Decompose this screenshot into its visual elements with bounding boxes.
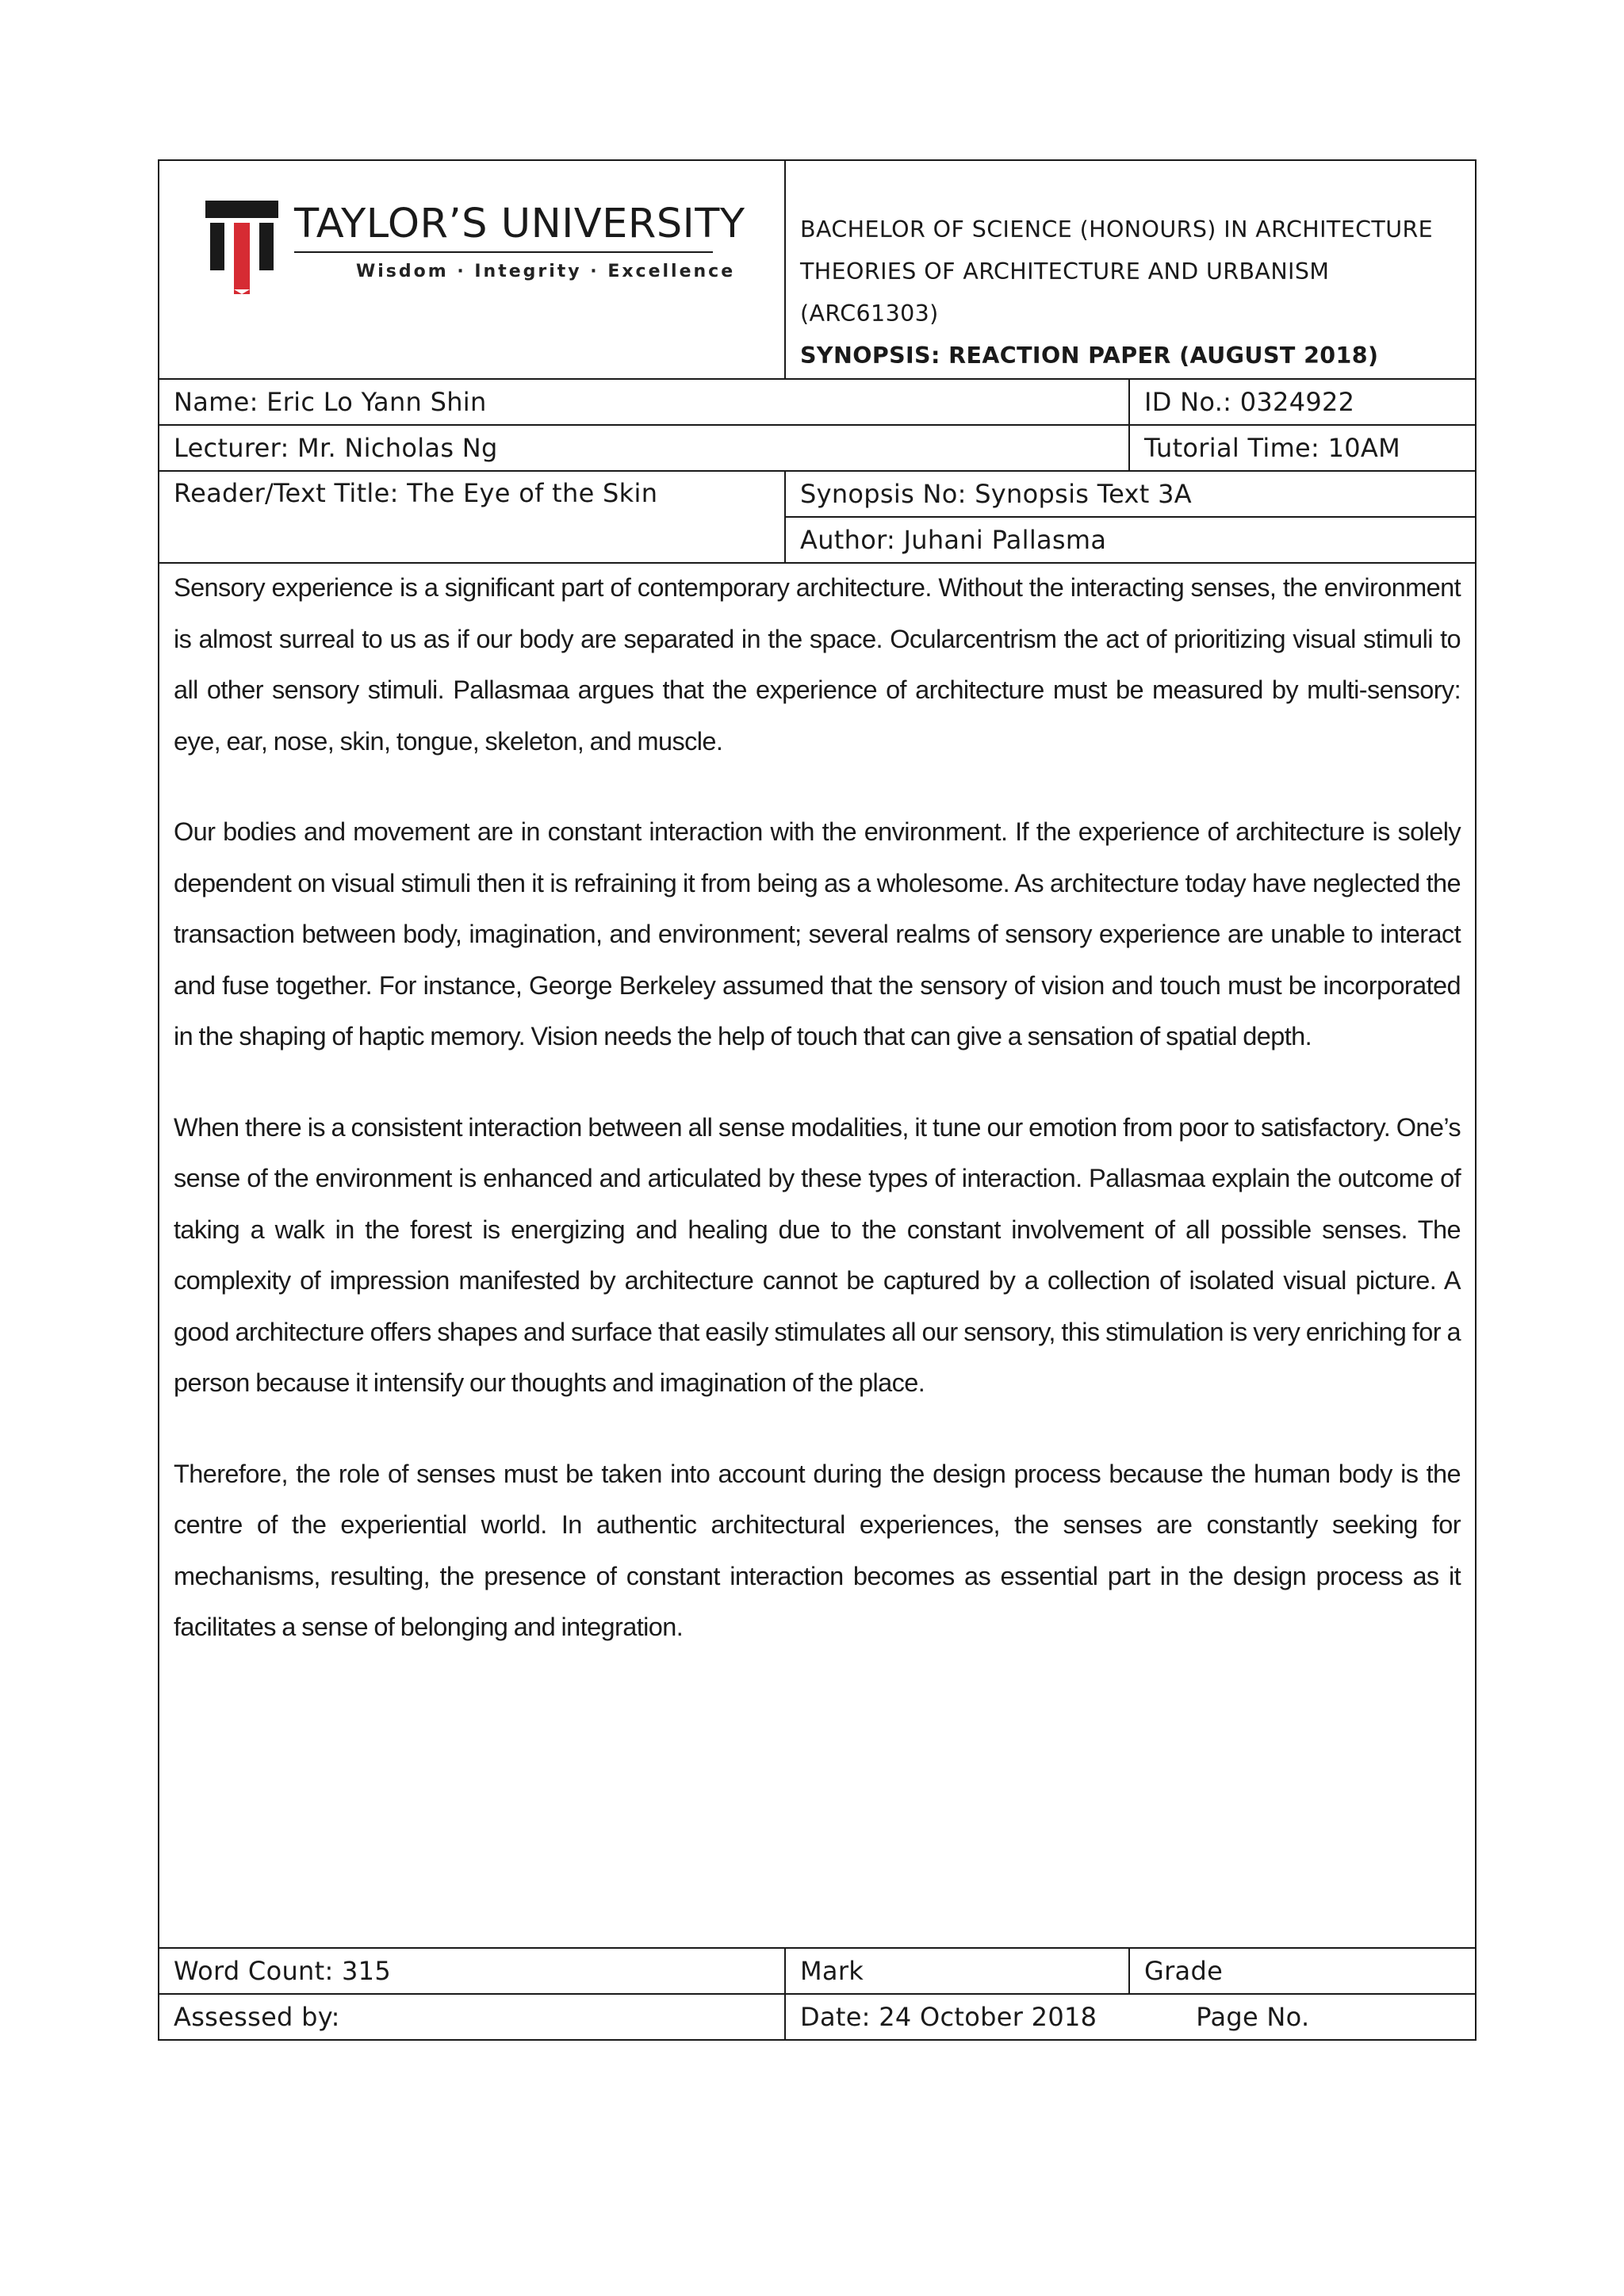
reader-title-field: Reader/Text Title: The Eye of the Skin	[159, 471, 785, 563]
logo-cell	[159, 160, 785, 379]
course-title: THEORIES OF ARCHITECTURE AND URBANISM	[800, 258, 1330, 285]
body-paragraph: When there is a consistent interaction between all sense modalities, it tune our emotion from poor to satisfactory. One’s sense of the environment is enhanced and articulated by these types of interaction. Pallasmaa explain the outcome of taking a walk in the forest is energizing and healing due to the constant involvement of all possible senses. The complexity of impression manifested by architecture cannot be captured by a collection of isolated visual picture. A good architecture offers shapes and surface that easily stimulates all our sensory, this stimulation is very enriching for a person because it intensify our thoughts and imagination of the place.	[174, 1112, 1461, 1397]
course-info-cell	[785, 160, 1476, 379]
mark-field: Mark	[785, 1948, 1129, 1994]
word-count-field: Word Count: 315	[159, 1948, 785, 1994]
synopsis-form	[158, 159, 1477, 2041]
student-id-field: ID No.: 0324922	[1129, 379, 1476, 425]
logo-divider	[294, 251, 713, 253]
assessed-by-field: Assessed by:	[159, 1994, 785, 2040]
programme-title: BACHELOR OF SCIENCE (HONOURS) IN ARCHITECTURE	[800, 216, 1434, 243]
body-paragraph: Therefore, the role of senses must be taken into account during the design process because the human body is the centre of the experiential world. In authentic architectural experiences, the senses are constantly seeking for mechanisms, resulting, the presence of constant interaction becomes as essential part in the design process as it facilitates a sense of belonging and integration.	[174, 1459, 1461, 1641]
university-logo	[205, 201, 745, 304]
assignment-title: SYNOPSIS: REACTION PAPER (AUGUST 2018)	[800, 342, 1379, 369]
tutorial-time-field: Tutorial Time: 10AM	[1129, 425, 1476, 471]
author-field: Author: Juhani Pallasma	[785, 517, 1476, 563]
synopsis-body	[159, 563, 1476, 1948]
body-paragraph: Sensory experience is a significant part of contemporary architecture. Without the interacting senses, the environment is almost surreal to us as if our body are separated in the space. Ocularcentrism the act of prioritizing visual stimuli to all other sensory stimuli. Pallasmaa argues that the experience of architecture must be measured by multi-sensory: eye, ear, nose, skin, tongue, skeleton, and muscle.	[174, 573, 1461, 756]
body-paragraph: Our bodies and movement are in constant interaction with the environment. If the experience of architecture is solely dependent on visual stimuli then it is refraining it from being as a wholesome. As architecture today have neglected the transaction between body, imagination, and environment; several realms of sensory experience are unable to interact and fuse together. For instance, George Berkeley assumed that the sensory of vision and touch must be incorporated in the shaping of haptic memory. Vision needs the help of touch that can give a sensation of spatial depth.	[174, 817, 1461, 1050]
student-name-field: Name: Eric Lo Yann Shin	[159, 379, 1129, 425]
grade-field: Grade	[1129, 1948, 1476, 1994]
course-code: (ARC61303)	[800, 300, 939, 327]
synopsis-number-field: Synopsis No: Synopsis Text 3A	[785, 471, 1476, 517]
university-crest-icon	[205, 201, 278, 294]
lecturer-field: Lecturer: Mr. Nicholas Ng	[159, 425, 1129, 471]
page-number-field: Page No.	[1196, 2002, 1310, 2032]
university-name: TAYLOR’S UNIVERSITY	[294, 201, 745, 247]
date-field: Date: 24 October 2018	[800, 2002, 1097, 2032]
university-motto: Wisdom · Integrity · Excellence	[356, 262, 736, 281]
date-page-cell	[785, 1994, 1476, 2040]
